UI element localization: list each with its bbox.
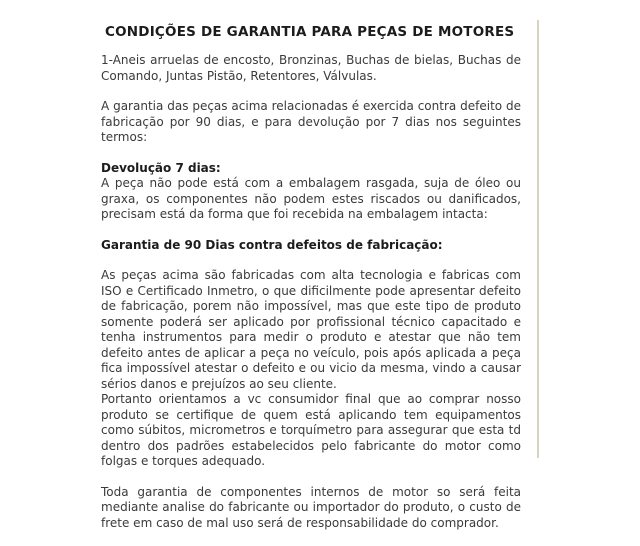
- right-border-divider: [537, 20, 539, 458]
- freight-note-paragraph: Toda garantia de componentes internos de motor so será feita mediante analise do fabricante ou importador do produto, o custo de frete em caso de mal uso será de responsabilidade do comprador.: [101, 484, 521, 530]
- warranty-summary-paragraph: A garantia das peças acima relacionadas é exercida contra defeito de fabricação por 90 dias, e para devolução por 7 dias nos seguintes termos:: [101, 99, 521, 144]
- document-title: CONDIÇÕES DE GARANTIA PARA PEÇAS DE MOTORES: [105, 24, 515, 40]
- devolucao-heading: Devolução 7 dias:: [101, 160, 221, 175]
- document-content: [101, 24, 521, 546]
- garantia-90-heading: Garantia de 90 Dias contra defeitos de fabricação:: [101, 237, 443, 252]
- garantia-90-paragraph-2: Portanto orientamos a vc consumidor final que ao comprar nosso produto se certifique de quem está aplicando tem equipamentos como súbitos, micrometros e torquímetro para assegurar que esta td dentro dos padrões estabelecidos pelo fabricante do motor como folgas e torques adequado.: [101, 392, 521, 468]
- devolucao-paragraph: A peça não pode está com a embalagem rasgada, suja de óleo ou graxa, os componentes não podem estes riscados ou danificados, precisam está da forma que foi recebida na embalagem intacta:: [101, 176, 521, 221]
- parts-list-paragraph: 1-Aneis arruelas de encosto, Bronzinas, Buchas de bielas, Buchas de Comando, Juntas Pistão, Retentores, Válvulas.: [101, 53, 521, 83]
- garantia-90-paragraph-1: As peças acima são fabricadas com alta tecnologia e fabricas com ISO e Certificado Inmetro, o que dificilmente pode apresentar defeito de fabricação, porem não impossível, mas que este tipo de produto somente poderá ser aplicado por profissional técnico capacitado e tenha instrumentos para medir o produto e atestar que não tem defeito antes de aplicar a peça no veículo, pois após aplicada a peça fica impossível atestar o defeito e ou vicio da mesma, vindo a causar sérios danos e prejuízos ao seu cliente.: [101, 268, 521, 391]
